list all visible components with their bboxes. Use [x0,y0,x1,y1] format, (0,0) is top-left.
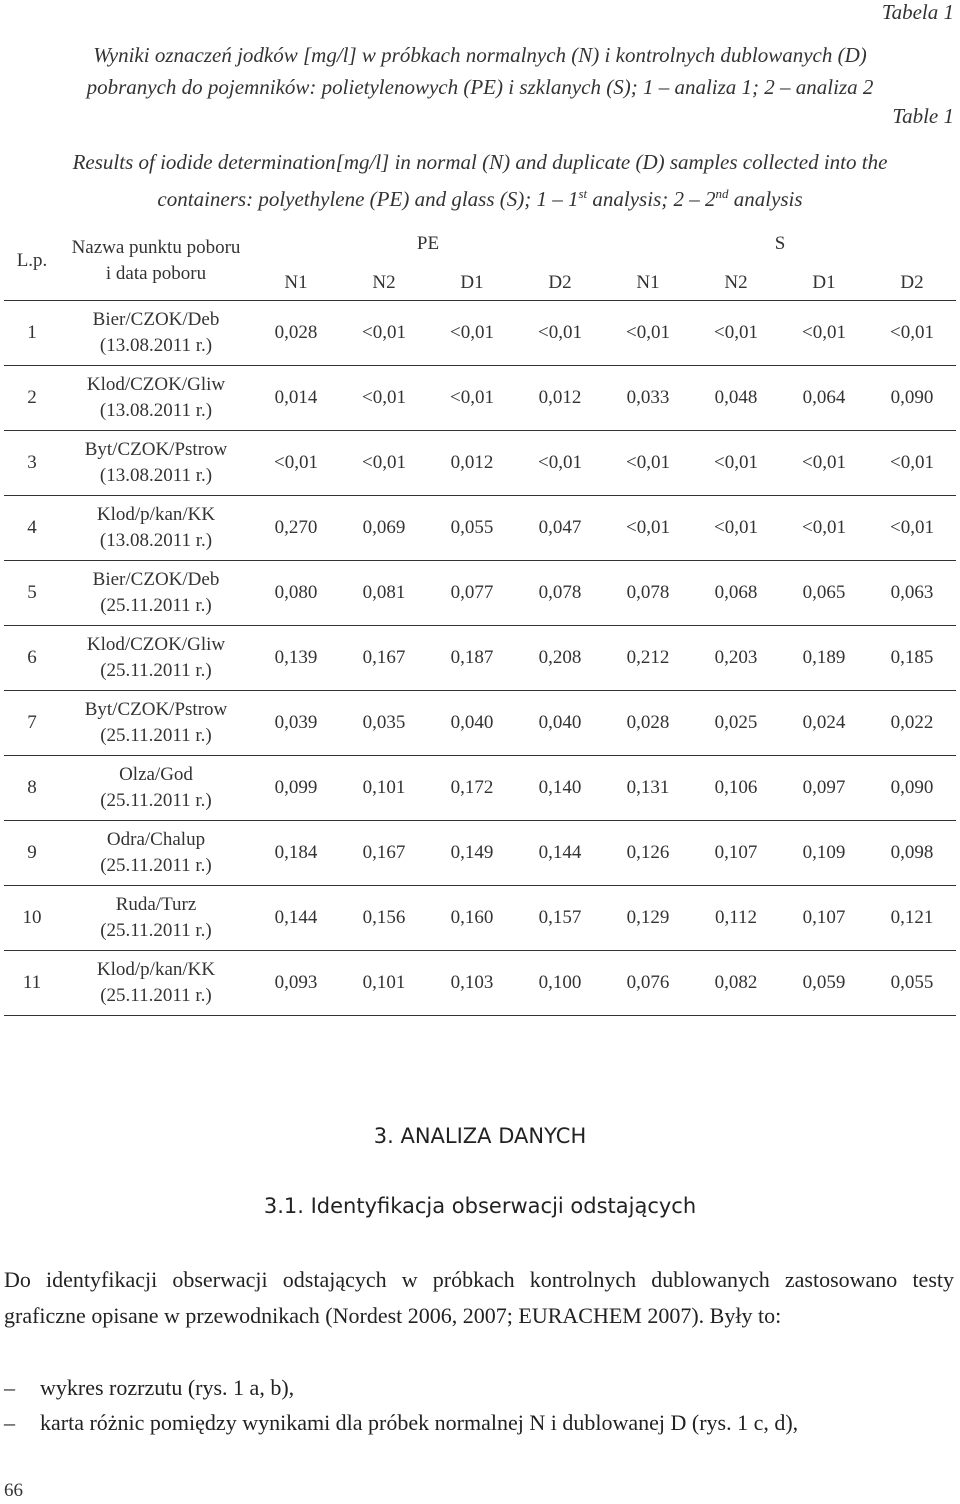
cell-lp: 6 [27,646,37,668]
cell-value: 0,078 [538,581,582,603]
cell-value: <0,01 [802,321,846,343]
site-name: Bier/CZOK/Deb [92,308,220,330]
cell-lp: 4 [27,516,37,538]
table-row [4,885,956,950]
table-row [4,950,956,1015]
site-date: (13.08.2011 r.) [99,399,213,421]
cell-value: 0,107 [714,841,758,863]
section-title: 3. ANALIZA DANYCH [373,1124,587,1148]
cell-value: 0,167 [362,841,406,863]
cell-value: <0,01 [538,321,582,343]
page-number: 66 [4,1480,23,1501]
cell-value: 0,055 [890,971,934,993]
site-date: (25.11.2011 r.) [100,789,212,811]
cell-value: 0,069 [362,516,406,538]
cell-value: 0,024 [802,711,846,733]
cell-site [60,365,252,430]
cell-value: 0,064 [802,386,846,408]
site-name: Olza/God [119,763,193,785]
cell-value: 0,033 [626,386,670,408]
cell-site [60,755,252,820]
results-table [4,222,956,1016]
cell-site [60,950,252,1015]
cell-value: 0,081 [362,581,406,603]
cell-value: 0,076 [626,971,670,993]
sub-header-s-d1: D1 [780,266,868,300]
cell-value: 0,040 [450,711,494,733]
cell-value: 0,077 [450,581,494,603]
cell-value: 0,065 [802,581,846,603]
cell-value: 0,099 [274,776,318,798]
cell-value: 0,101 [362,971,406,993]
cell-site [60,885,252,950]
cell-value: 0,101 [362,776,406,798]
cell-value: 0,022 [890,711,934,733]
table-body [4,300,956,1015]
table-row [4,495,956,560]
site-name: Bier/CZOK/Deb [92,568,220,590]
cell-value: <0,01 [890,451,934,473]
table-row [4,560,956,625]
table-label-en: Table 1 [892,104,954,128]
cell-value: 0,172 [450,776,494,798]
cell-lp: 7 [27,711,37,733]
site-date: (25.11.2011 r.) [100,594,212,616]
group-header-s: S [774,233,786,254]
cell-value: 0,106 [714,776,758,798]
site-date: (13.08.2011 r.) [99,334,213,356]
cell-value: 0,047 [538,516,582,538]
cell-value: 0,028 [626,711,670,733]
group-header-pe: PE [416,233,440,254]
cell-value: <0,01 [362,386,406,408]
cell-lp: 10 [22,906,42,928]
table-row [4,755,956,820]
site-date: (25.11.2011 r.) [100,659,212,681]
cell-lp: 1 [27,321,37,343]
sub-header-s-d2: D2 [868,266,956,300]
site-date: (25.11.2011 r.) [100,724,212,746]
cell-value: <0,01 [362,451,406,473]
sub-header-pe-d2: D2 [516,266,604,300]
cell-site [60,430,252,495]
site-name: Byt/CZOK/Pstrow [84,438,228,460]
cell-value: 0,068 [714,581,758,603]
cell-value: 0,270 [274,516,318,538]
site-date: (13.08.2011 r.) [99,529,213,551]
cell-value: <0,01 [362,321,406,343]
cell-value: 0,055 [450,516,494,538]
cell-lp: 9 [27,841,37,863]
cell-value: <0,01 [450,321,494,343]
cell-value: <0,01 [626,516,670,538]
cell-value: 0,080 [274,581,318,603]
site-date: (25.11.2011 r.) [100,854,212,876]
cell-site [60,495,252,560]
cell-value: <0,01 [450,386,494,408]
table-label-pl: Tabela 1 [881,0,954,24]
cell-value: 0,082 [714,971,758,993]
bullet-item-1: – wykres rozrzutu (rys. 1 a, b), [4,1375,295,1400]
cell-value: <0,01 [802,516,846,538]
cell-value: 0,185 [890,646,934,668]
subsection-title: 3.1. Identyfikacja obserwacji odstających [263,1194,697,1218]
cell-site [60,560,252,625]
caption-en-line2: containers: polyethylene (PE) and glass (S); 1 – 1st analysis; 2 – 2nd analysis [157,186,803,211]
cell-value: 0,040 [538,711,582,733]
cell-value: 0,025 [714,711,758,733]
site-date: (25.11.2011 r.) [100,984,212,1006]
site-date: (13.08.2011 r.) [99,464,213,486]
cell-value: 0,063 [890,581,934,603]
cell-value: 0,189 [802,646,846,668]
cell-value: 0,126 [626,841,670,863]
cell-value: 0,129 [626,906,670,928]
sub-header-pe-d1: D1 [428,266,516,300]
sub-header-s-n2: N2 [692,266,780,300]
cell-value: 0,167 [362,646,406,668]
cell-value: <0,01 [714,516,758,538]
sub-header-pe-n2: N2 [340,266,428,300]
cell-value: 0,090 [890,386,934,408]
cell-value: 0,109 [802,841,846,863]
table-row [4,625,956,690]
site-date: (25.11.2011 r.) [100,919,212,941]
caption-pl-line1: Wyniki oznaczeń jodków [mg/l] w próbkach normalnych (N) i kontrolnych dublowanych (D) [93,43,867,67]
cell-lp: 11 [22,971,42,993]
cell-lp: 5 [27,581,37,603]
table-row [4,430,956,495]
cell-value: 0,098 [890,841,934,863]
cell-value: 0,160 [450,906,494,928]
cell-value: <0,01 [274,451,318,473]
site-name: Klod/CZOK/Gliw [86,633,226,655]
site-name: Ruda/Turz [115,893,197,915]
cell-value: 0,107 [802,906,846,928]
cell-site [60,820,252,885]
cell-lp: 8 [27,776,37,798]
site-name: Klod/p/kan/KK [96,958,216,980]
cell-value: 0,187 [450,646,494,668]
caption-pl-line2: pobranych do pojemników: polietylenowych (PE) i szklanych (S); 1 – analiza 1; 2 – analiza 2 [86,75,874,99]
cell-value: 0,131 [626,776,670,798]
table-row [4,300,956,365]
cell-value: <0,01 [538,451,582,473]
sub-header-pe-n1: N1 [252,266,340,300]
cell-value: 0,048 [714,386,758,408]
cell-value: 0,059 [802,971,846,993]
cell-value: 0,012 [538,386,582,408]
cell-value: 0,103 [450,971,494,993]
cell-value: 0,028 [274,321,318,343]
cell-value: 0,157 [538,906,582,928]
cell-site [60,690,252,755]
cell-value: 0,078 [626,581,670,603]
cell-value: 0,212 [626,646,670,668]
cell-lp: 3 [27,451,37,473]
cell-value: <0,01 [890,516,934,538]
cell-value: 0,144 [274,906,318,928]
site-name: Klod/CZOK/Gliw [86,373,226,395]
cell-value: 0,012 [450,451,494,473]
cell-value: 0,149 [450,841,494,863]
body-paragraph: Do identyfikacji obserwacji odstających w próbkach kontrolnych dublowanych zastosowano testy graficzne opisane w przewodnikach (Nordest 2006, 2007; EURACHEM 2007). Były to: [4,1267,954,1328]
bullet-item-2: – karta różnic pomiędzy wynikami dla próbek normalnej N i dublowanej D (rys. 1 c, d), [4,1410,799,1435]
cell-value: 0,156 [362,906,406,928]
cell-value: <0,01 [890,321,934,343]
cell-value: 0,093 [274,971,318,993]
site-name: Byt/CZOK/Pstrow [84,698,228,720]
cell-value: <0,01 [802,451,846,473]
cell-value: <0,01 [626,451,670,473]
cell-value: <0,01 [714,321,758,343]
cell-value: 0,097 [802,776,846,798]
site-name: Klod/p/kan/KK [96,503,216,525]
cell-site [60,300,252,365]
table-row [4,820,956,885]
cell-value: 0,208 [538,646,582,668]
cell-value: 0,139 [274,646,318,668]
cell-value: 0,140 [538,776,582,798]
cell-site [60,625,252,690]
cell-value: <0,01 [626,321,670,343]
cell-value: 0,039 [274,711,318,733]
caption-en-line1: Results of iodide determination[mg/l] in normal (N) and duplicate (D) samples collected into the [72,150,888,174]
cell-value: 0,203 [714,646,758,668]
cell-value: <0,01 [714,451,758,473]
table-row [4,365,956,430]
sub-header-s-n1: N1 [604,266,692,300]
cell-value: 0,090 [890,776,934,798]
cell-value: 0,184 [274,841,318,863]
cell-value: 0,014 [274,386,318,408]
cell-lp: 2 [27,386,37,408]
col-header-site: Nazwa punktu poboru i data poboru [60,222,252,300]
site-name: Odra/Chalup [106,828,206,850]
col-header-lp: L.p. [4,222,60,300]
cell-value: 0,100 [538,971,582,993]
cell-value: 0,121 [890,906,934,928]
cell-value: 0,035 [362,711,406,733]
cell-value: 0,144 [538,841,582,863]
cell-value: 0,112 [714,906,758,928]
table-row [4,690,956,755]
